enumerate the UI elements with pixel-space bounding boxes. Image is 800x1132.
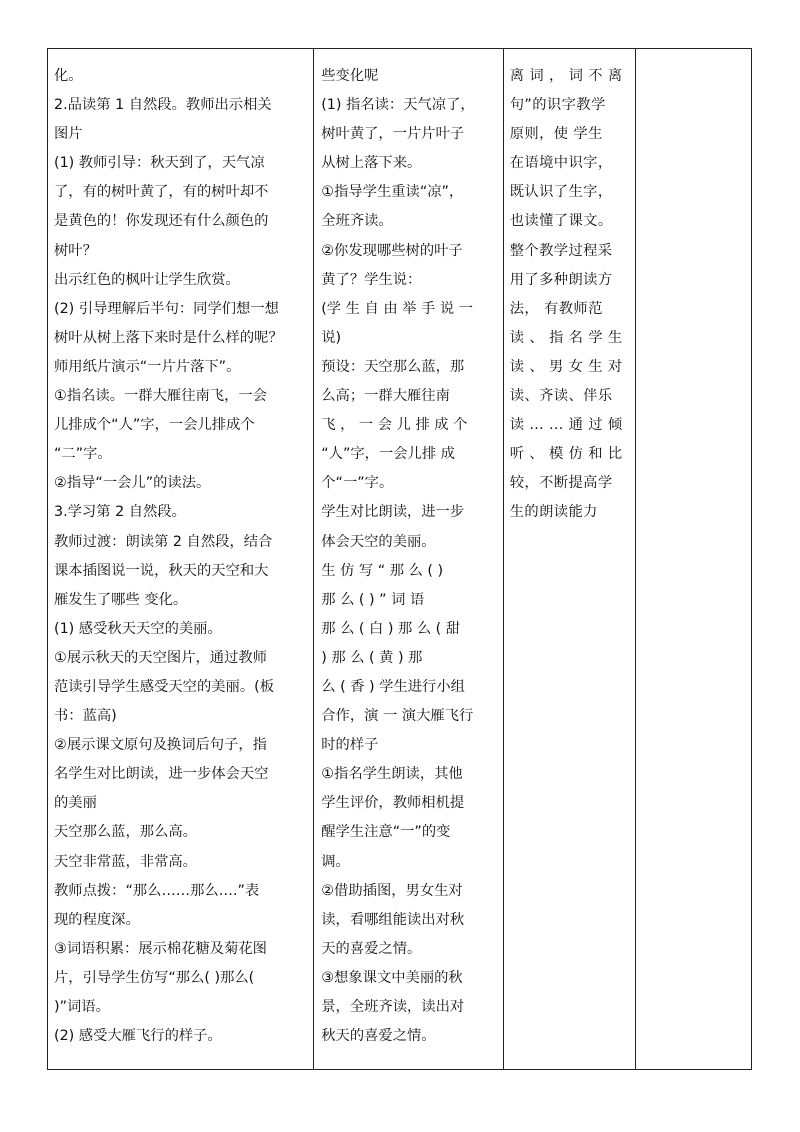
text-line: 教师点拨：“那么……那么….”表 xyxy=(54,882,260,899)
text-line: (2) 引导理解后半句：同学们想一想 xyxy=(54,300,279,317)
text-line: 现的程度深。 xyxy=(54,911,140,928)
text-line: ①指导学生重读“凉”， xyxy=(321,184,464,201)
text-line: “人”字，一会儿排 成 xyxy=(321,446,455,463)
text-line: 儿排成个“人”字，一会儿排成个 xyxy=(54,417,255,434)
text-line: (学 生 自 由 举 手 说 一 xyxy=(321,300,473,317)
text-line: 的美丽 xyxy=(54,795,97,812)
text-line: 课本插图说一说，秋天的天空和大 xyxy=(54,562,269,579)
text-line: 树叶黄了，一片片叶子 xyxy=(321,126,465,143)
text-line: 预设：天空那么蓝，那 xyxy=(321,358,465,375)
text-line: 也读懂了课文。 xyxy=(509,213,613,230)
text-line: 较，不断提高学 xyxy=(509,475,613,492)
text-line: 生的朗读能力 xyxy=(509,504,598,521)
text-line: ②展示课文原句及换词后句子，指 xyxy=(54,737,267,754)
text-line: (2) 感受大雁飞行的样子。 xyxy=(54,1028,222,1045)
text-line: 雁发生了哪些 变化。 xyxy=(54,591,188,608)
text-line: 景，全班齐读，读出对 xyxy=(321,999,465,1015)
text-line: (1) 指名读：天气凉了， xyxy=(321,97,475,114)
text-line: ①指名学生朗读，其他 xyxy=(321,766,463,783)
text-line: (1) 教师引导：秋天到了，天气凉 xyxy=(54,155,265,172)
text-line: 那 么 ( ) ” 词 语 xyxy=(321,591,425,608)
text-line: 体会天空的美丽。 xyxy=(321,533,436,550)
text-line: 名学生对比朗读，进一步体会天空 xyxy=(54,766,269,783)
text-line: 句”的识字教学 xyxy=(509,97,606,114)
text-line: 读 、 指 名 学 生 xyxy=(509,329,623,346)
text-line: 用了多种朗读方 xyxy=(509,271,613,288)
text-line: ②指导“一会儿”的读法。 xyxy=(54,475,211,492)
text-line: ③词语积累：展示棉花糖及菊花图 xyxy=(54,940,267,957)
text-line: 读 … … 通 过 倾 xyxy=(509,417,623,434)
text-line: (1) 感受秋天天空的美丽。 xyxy=(54,620,222,637)
text-line: 天空非常蓝，非常高。 xyxy=(54,853,197,870)
text-line: 3.学习第 2 自然段。 xyxy=(54,504,186,521)
text-line: 全班齐读。 xyxy=(321,213,393,230)
text-line: 整个教学过程采 xyxy=(509,242,613,259)
text-line: 法， 有教师范 xyxy=(509,300,603,317)
text-line: 么 ( 香 ) 学生进行小组 xyxy=(321,678,465,695)
text-line: 出示红色的枫叶让学生欣赏。 xyxy=(54,271,240,288)
text-line: 秋天的喜爱之情。 xyxy=(321,1028,436,1045)
text-line: 飞 ， 一 会 儿 排 成 个 xyxy=(321,417,468,434)
text-line: 学生评价，教师相机提 xyxy=(321,795,465,812)
text-line: )”词语。 xyxy=(54,999,110,1015)
text-line: 个“一”字。 xyxy=(321,475,394,492)
text-line: ③想象课文中美丽的秋 xyxy=(321,969,463,986)
text-line: 图片 xyxy=(54,126,83,143)
notes-column xyxy=(636,49,751,1069)
text-line: 生 仿 写 “ 那 么 ( ) xyxy=(321,562,444,579)
text-line: 合作，演 一 演大雁飞行 xyxy=(321,708,474,725)
text-line: 读 、 男 女 生 对 xyxy=(509,358,623,375)
text-line: 既认识了生字， xyxy=(509,184,613,201)
text-line: 范读引导学生感受天空的美丽。(板 xyxy=(54,678,275,695)
text-line: 读，看哪组能读出对秋 xyxy=(321,911,465,928)
student-activity-column xyxy=(314,49,503,1069)
text-line: ②借助插图，男女生对 xyxy=(321,882,463,899)
text-line: 树叶从树上落下来时是什么样的呢？ xyxy=(54,329,283,346)
text-line: 时的样子 xyxy=(321,737,379,754)
text-line: ②你发现哪些树的叶子 xyxy=(321,242,463,259)
text-line: 原则，使 学生 xyxy=(509,126,603,143)
text-line: ①展示秋天的天空图片，通过教师 xyxy=(54,649,267,666)
text-line: 调。 xyxy=(321,853,350,870)
text-line: 学生对比朗读，进一步 xyxy=(321,504,465,521)
text-line: 些变化呢 xyxy=(321,68,379,84)
text-line: 读、齐读、伴乐 xyxy=(509,388,613,405)
text-line: 那 么 ( 白 ) 那 么 ( 甜 xyxy=(321,620,461,637)
text-line: 教师过渡：朗读第 2 自然段，结合 xyxy=(54,533,273,550)
text-line: 片，引导学生仿写“那么( )那么( xyxy=(54,969,255,986)
text-line: 师用纸片演示“一片片落下”。 xyxy=(54,358,241,375)
design-intent-column xyxy=(504,49,637,1069)
text-line: 在语境中识字， xyxy=(509,155,613,172)
text-line: 醒学生注意“一”的变 xyxy=(321,824,451,841)
text-line: 说) xyxy=(321,329,342,346)
text-line: ) 那 么 ( 黄 ) 那 xyxy=(321,649,423,666)
text-line: 了，有的树叶黄了，有的树叶却不 xyxy=(54,184,269,201)
text-line: 书：蓝高) xyxy=(54,708,117,725)
text-line: 听 、 模 仿 和 比 xyxy=(509,446,623,463)
text-line: 天的喜爱之情。 xyxy=(321,940,422,957)
lesson-plan-table xyxy=(47,48,752,1070)
text-line: 黄了？学生说： xyxy=(321,271,422,288)
text-line: 从树上落下来。 xyxy=(321,155,422,172)
text-line: 树叶？ xyxy=(54,242,97,259)
text-line: 离 词 ， 词 不 离 xyxy=(509,68,623,84)
teacher-activity-column xyxy=(48,49,314,1069)
text-line: 么高；一群大雁往南 xyxy=(321,388,450,405)
text-line: ①指名读。一群大雁往南飞，一会 xyxy=(54,388,267,405)
text-line: “二”字。 xyxy=(54,446,112,463)
text-line: 天空那么蓝，那么高。 xyxy=(54,824,197,841)
text-line: 化。 xyxy=(54,68,83,84)
text-line: 是黄色的！你发现还有什么颜色的 xyxy=(54,213,269,230)
text-line: 2.品读第 1 自然段。教师出示相关 xyxy=(54,97,272,114)
